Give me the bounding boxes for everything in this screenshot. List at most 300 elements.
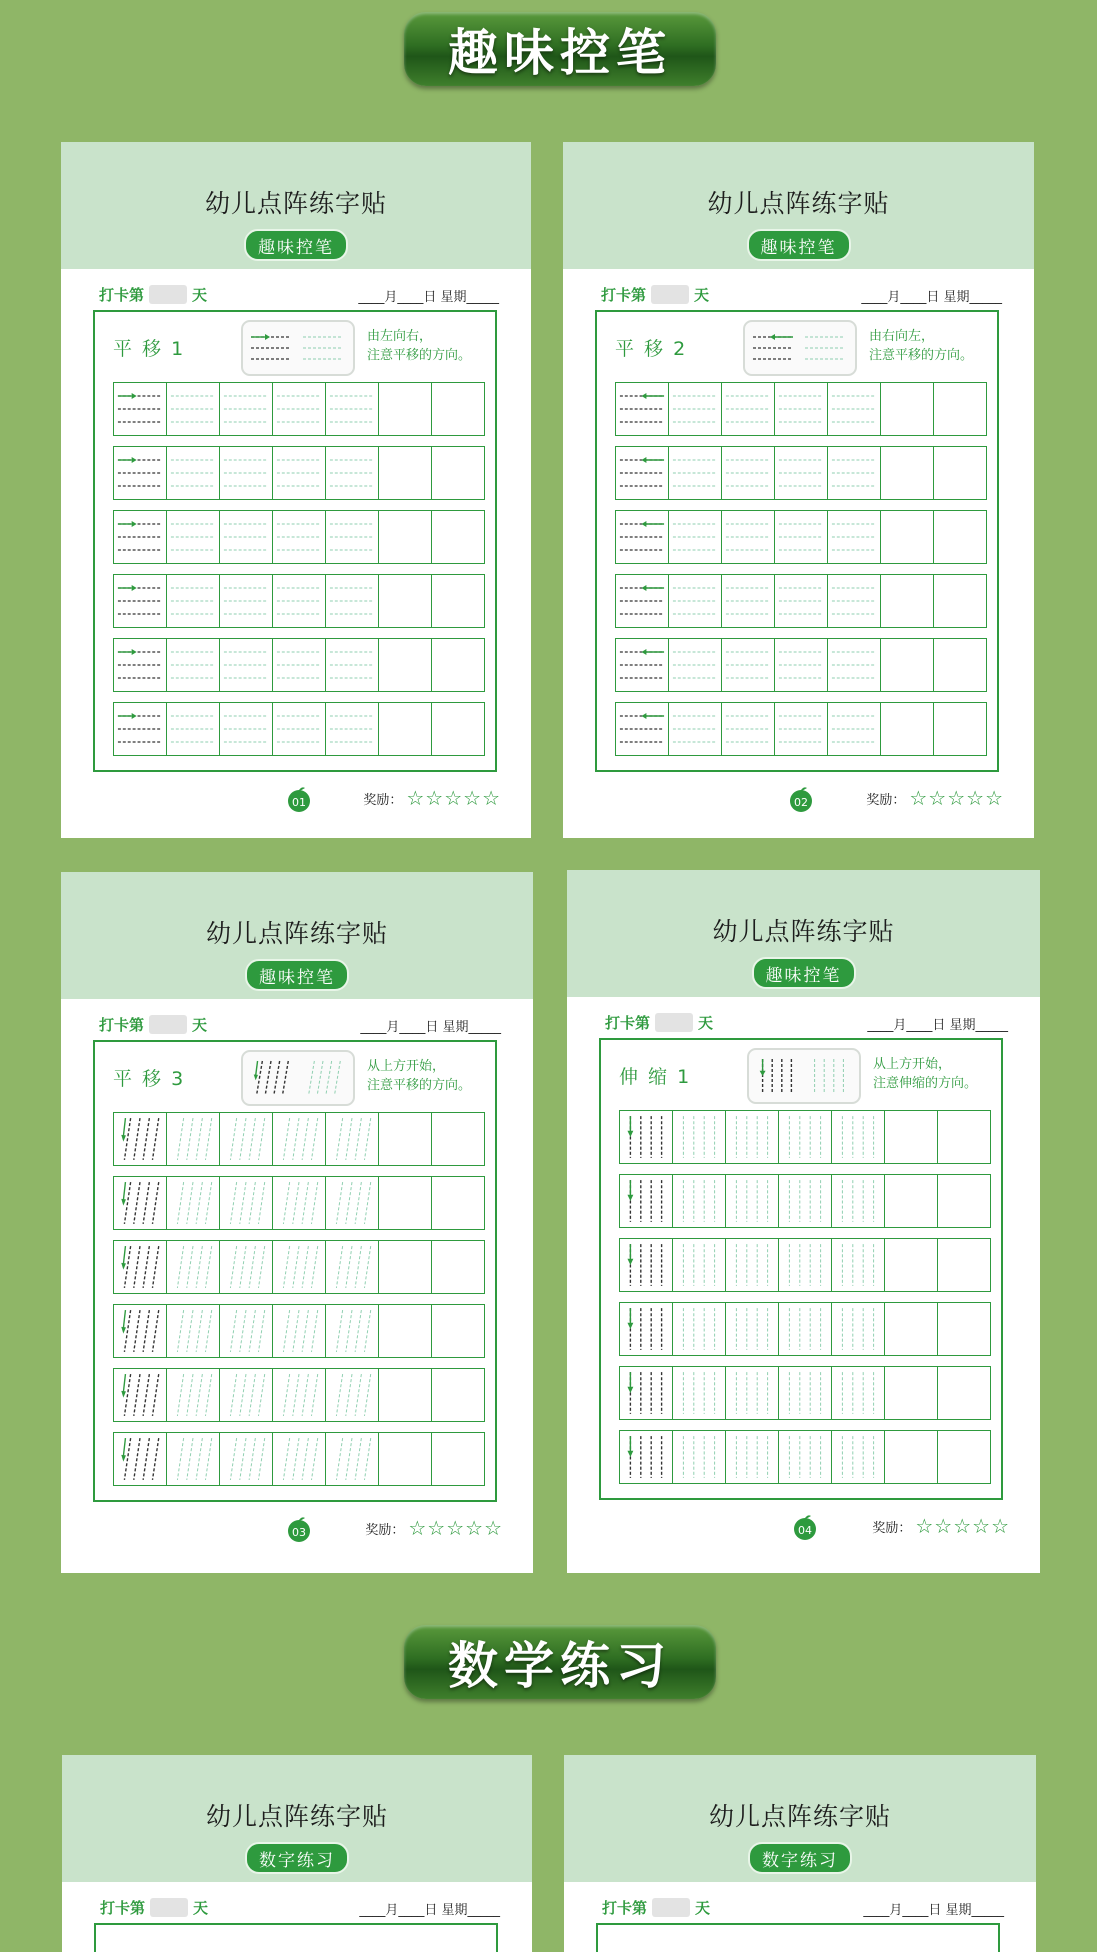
example-cell [114,703,167,755]
trace-cell[interactable] [220,511,273,563]
blank-cell[interactable] [432,447,484,499]
trace-cell[interactable] [832,1431,885,1483]
blank-cell[interactable] [379,383,432,435]
blank-cell[interactable] [881,383,934,435]
example-cell [616,575,669,627]
checkin-prefix: 打卡第 [601,286,647,304]
trace-cell[interactable] [673,1367,726,1419]
blank-cell[interactable] [938,1367,990,1419]
practice-row [615,510,987,564]
example-cell [114,575,167,627]
checkin-suffix: 天 [698,1014,714,1032]
checkin-label [602,1897,710,1918]
trace-cell[interactable] [220,639,273,691]
trace-cell[interactable] [220,1113,273,1165]
instruction-line-1: 从上方开始， [873,1057,952,1072]
trace-cell[interactable] [722,447,775,499]
sheet-title: 幼儿点阵练字贴 [707,189,890,218]
trace-cell[interactable] [828,703,881,755]
reward-row [872,1514,1010,1538]
section-banner-control-pen [404,12,716,86]
practice-grid [619,1110,991,1494]
trace-cell[interactable] [779,1431,832,1483]
practice-row [113,574,485,628]
blank-cell[interactable] [379,575,432,627]
trace-cell[interactable] [273,511,326,563]
blank-cell[interactable] [934,703,986,755]
worksheet-4 [567,870,1040,1573]
example-cell [114,511,167,563]
reward-stars[interactable]: ☆☆☆☆☆ [406,786,501,810]
instruction-line-2: 注意平移的方向。 [367,1078,472,1093]
section-banner-math [404,1625,716,1699]
demo-bold-stroke [749,326,797,370]
checkin-day-box[interactable] [149,1015,187,1034]
trace-cell[interactable] [273,1177,326,1229]
blank-cell[interactable] [881,639,934,691]
reward-stars[interactable]: ☆☆☆☆☆ [909,786,1004,810]
trace-cell[interactable] [167,1305,220,1357]
trace-cell[interactable] [220,1369,273,1421]
trace-cell[interactable] [167,447,220,499]
stroke-demo [241,1050,355,1106]
date-line: ____月____日 星期_____ [867,1018,1008,1033]
page-badge-apple-icon [788,786,814,812]
trace-cell[interactable] [220,447,273,499]
worksheet-1 [61,142,531,838]
demo-bold-stroke [247,1056,295,1100]
checkin-label [99,284,207,305]
instructions [367,327,487,365]
blank-cell[interactable] [885,1303,938,1355]
demo-bold-stroke [753,1054,801,1098]
page-badge-apple-icon [286,786,312,812]
blank-cell[interactable] [885,1111,938,1163]
demo-bold-stroke [247,326,295,370]
blank-cell[interactable] [885,1367,938,1419]
blank-cell[interactable] [379,1177,432,1229]
trace-cell[interactable] [669,511,722,563]
blank-cell[interactable] [432,383,484,435]
instruction-line-2: 注意伸缩的方向。 [873,1076,978,1091]
checkin-prefix: 打卡第 [99,1016,145,1034]
trace-cell[interactable] [828,511,881,563]
blank-cell[interactable] [432,1241,484,1293]
practice-row [615,382,987,436]
trace-cell[interactable] [167,1433,220,1485]
practice-grid [615,382,987,766]
practice-row [113,1432,485,1486]
checkin-prefix: 打卡第 [99,286,145,304]
example-cell [114,1241,167,1293]
trace-cell[interactable] [775,447,828,499]
blank-cell[interactable] [379,447,432,499]
blank-cell[interactable] [885,1431,938,1483]
banner-text: 数学练习 [448,1637,672,1695]
trace-cell[interactable] [828,639,881,691]
trace-cell[interactable] [669,447,722,499]
trace-cell[interactable] [669,703,722,755]
trace-cell[interactable] [673,1239,726,1291]
trace-cell[interactable] [726,1303,779,1355]
blank-cell[interactable] [379,1305,432,1357]
trace-cell[interactable] [167,1113,220,1165]
demo-trace-stroke [299,1056,347,1100]
practice-frame [599,1038,1003,1500]
practice-row [619,1302,991,1356]
example-cell [114,1177,167,1229]
trace-cell[interactable] [326,511,379,563]
page-number: 02 [794,796,808,809]
reward-label: 奖励： [365,1522,405,1538]
checkin-label [100,1897,208,1918]
blank-cell[interactable] [934,511,986,563]
trace-cell[interactable] [722,575,775,627]
trace-cell[interactable] [273,1369,326,1421]
instruction-line-1: 从上方开始， [367,1059,446,1074]
page-number: 04 [798,1524,812,1537]
trace-cell[interactable] [726,1175,779,1227]
trace-cell[interactable] [167,1369,220,1421]
trace-cell[interactable] [673,1303,726,1355]
trace-cell[interactable] [779,1303,832,1355]
worksheet-6 [564,1755,1036,1952]
instruction-line-2: 注意平移的方向。 [869,348,974,363]
practice-row [113,446,485,500]
checkin-day-box[interactable] [655,1013,693,1032]
checkin-suffix: 天 [694,286,710,304]
practice-row [615,702,987,756]
blank-cell[interactable] [432,703,484,755]
trace-cell[interactable] [722,383,775,435]
practice-frame [93,1040,497,1502]
practice-row [113,510,485,564]
trace-cell[interactable] [167,639,220,691]
trace-cell[interactable] [326,703,379,755]
trace-cell[interactable] [832,1239,885,1291]
example-cell [114,1433,167,1485]
blank-cell[interactable] [432,1113,484,1165]
lesson-title: 平 移 1 [113,338,186,360]
example-cell [620,1175,673,1227]
trace-cell[interactable] [832,1303,885,1355]
trace-cell[interactable] [326,1305,379,1357]
practice-row [615,574,987,628]
trace-cell[interactable] [273,447,326,499]
trace-cell[interactable] [722,511,775,563]
lesson-title: 平 移 3 [113,1068,186,1090]
reward-stars[interactable]: ☆☆☆☆☆ [408,1516,503,1540]
worksheet-5 [62,1755,532,1952]
sheet-title: 幼儿点阵练字贴 [205,1802,388,1831]
practice-row [113,382,485,436]
trace-cell[interactable] [273,703,326,755]
blank-cell[interactable] [881,575,934,627]
checkin-prefix: 打卡第 [100,1899,146,1917]
trace-cell[interactable] [220,1433,273,1485]
trace-cell[interactable] [726,1111,779,1163]
category-pill: 趣味控笔 [747,229,851,261]
trace-cell[interactable] [828,575,881,627]
checkin-prefix: 打卡第 [602,1899,648,1917]
trace-cell[interactable] [779,1111,832,1163]
page-badge-apple-icon [792,1514,818,1540]
trace-cell[interactable] [273,639,326,691]
date-line: ____月____日 星期_____ [863,1903,1004,1918]
blank-cell[interactable] [432,1433,484,1485]
blank-cell[interactable] [938,1431,990,1483]
example-cell [620,1431,673,1483]
blank-cell[interactable] [938,1239,990,1291]
example-cell [620,1303,673,1355]
practice-frame [94,1923,498,1952]
checkin-label [99,1014,207,1035]
practice-row [615,638,987,692]
blank-cell[interactable] [934,639,986,691]
blank-cell[interactable] [934,383,986,435]
reward-row [363,786,501,810]
page-number: 03 [292,1526,306,1539]
blank-cell[interactable] [934,575,986,627]
blank-cell[interactable] [379,1113,432,1165]
trace-cell[interactable] [832,1367,885,1419]
trace-cell[interactable] [828,447,881,499]
practice-row [615,446,987,500]
practice-row [619,1174,991,1228]
trace-cell[interactable] [673,1111,726,1163]
checkin-suffix: 天 [695,1899,711,1917]
instruction-line-2: 注意平移的方向。 [367,348,472,363]
trace-cell[interactable] [326,447,379,499]
blank-cell[interactable] [379,1433,432,1485]
trace-cell[interactable] [273,383,326,435]
date-line: ____月____日 星期_____ [358,290,499,305]
checkin-day-box[interactable] [149,285,187,304]
example-cell [616,639,669,691]
trace-cell[interactable] [167,575,220,627]
sheet-title: 幼儿点阵练字贴 [204,189,387,218]
practice-row [619,1366,991,1420]
trace-cell[interactable] [775,575,828,627]
page-badge-apple-icon [286,1516,312,1542]
trace-cell[interactable] [669,639,722,691]
practice-row [619,1110,991,1164]
blank-cell[interactable] [432,639,484,691]
blank-cell[interactable] [432,1177,484,1229]
example-cell [620,1111,673,1163]
category-pill: 数字练习 [748,1842,852,1874]
demo-trace-stroke [801,326,849,370]
sheet-title: 幼儿点阵练字贴 [712,917,895,946]
trace-cell[interactable] [828,383,881,435]
stroke-demo [747,1048,861,1104]
trace-cell[interactable] [273,1113,326,1165]
blank-cell[interactable] [881,511,934,563]
trace-cell[interactable] [273,1305,326,1357]
trace-cell[interactable] [673,1175,726,1227]
category-pill: 趣味控笔 [752,957,856,989]
practice-row [113,1368,485,1422]
practice-grid [113,382,485,766]
blank-cell[interactable] [379,703,432,755]
blank-cell[interactable] [379,639,432,691]
trace-cell[interactable] [775,383,828,435]
blank-cell[interactable] [432,1305,484,1357]
practice-row [113,638,485,692]
instructions [869,327,989,365]
trace-cell[interactable] [673,1431,726,1483]
trace-cell[interactable] [220,1241,273,1293]
lesson-title: 平 移 2 [615,338,688,360]
trace-cell[interactable] [832,1111,885,1163]
example-cell [114,639,167,691]
trace-cell[interactable] [775,703,828,755]
checkin-label [601,284,709,305]
example-cell [616,703,669,755]
example-cell [114,1305,167,1357]
example-cell [616,447,669,499]
reward-row [365,1516,503,1540]
trace-cell[interactable] [326,1433,379,1485]
category-pill: 趣味控笔 [244,229,348,261]
date-line: ____月____日 星期_____ [861,290,1002,305]
checkin-suffix: 天 [192,286,208,304]
trace-cell[interactable] [220,1305,273,1357]
practice-frame [93,310,497,772]
date-line: ____月____日 星期_____ [360,1020,501,1035]
blank-cell[interactable] [938,1303,990,1355]
sheet-title: 幼儿点阵练字贴 [205,919,388,948]
trace-cell[interactable] [726,1367,779,1419]
checkin-day-box[interactable] [651,285,689,304]
trace-cell[interactable] [326,1177,379,1229]
worksheet-3 [61,872,533,1573]
sheet-title: 幼儿点阵练字贴 [708,1802,891,1831]
instructions [367,1057,487,1095]
blank-cell[interactable] [881,447,934,499]
blank-cell[interactable] [432,1369,484,1421]
trace-cell[interactable] [167,703,220,755]
trace-cell[interactable] [775,511,828,563]
blank-cell[interactable] [885,1239,938,1291]
trace-cell[interactable] [779,1239,832,1291]
trace-cell[interactable] [220,575,273,627]
practice-frame [596,1923,1000,1952]
trace-cell[interactable] [779,1367,832,1419]
trace-cell[interactable] [326,383,379,435]
trace-cell[interactable] [273,1241,326,1293]
trace-cell[interactable] [722,639,775,691]
trace-cell[interactable] [779,1175,832,1227]
example-cell [114,1369,167,1421]
checkin-suffix: 天 [192,1016,208,1034]
trace-cell[interactable] [722,703,775,755]
practice-row [619,1430,991,1484]
checkin-day-box[interactable] [150,1898,188,1917]
blank-cell[interactable] [938,1175,990,1227]
practice-grid [113,1112,485,1496]
demo-trace-stroke [299,326,347,370]
reward-label: 奖励： [363,792,403,808]
demo-trace-stroke [805,1054,853,1098]
trace-cell[interactable] [220,703,273,755]
trace-cell[interactable] [326,639,379,691]
example-cell [616,511,669,563]
practice-row [113,702,485,756]
reward-stars[interactable]: ☆☆☆☆☆ [915,1514,1010,1538]
stroke-demo [743,320,857,376]
banner-text: 趣味控笔 [448,24,672,82]
checkin-prefix: 打卡第 [605,1014,651,1032]
trace-cell[interactable] [726,1239,779,1291]
trace-cell[interactable] [326,1241,379,1293]
trace-cell[interactable] [220,1177,273,1229]
example-cell [620,1239,673,1291]
example-cell [616,383,669,435]
practice-frame [595,310,999,772]
blank-cell[interactable] [938,1111,990,1163]
trace-cell[interactable] [273,1433,326,1485]
example-cell [114,447,167,499]
practice-row [619,1238,991,1292]
stroke-demo [241,320,355,376]
trace-cell[interactable] [273,575,326,627]
blank-cell[interactable] [881,703,934,755]
trace-cell[interactable] [326,575,379,627]
reward-label: 奖励： [866,792,906,808]
checkin-day-box[interactable] [652,1898,690,1917]
trace-cell[interactable] [167,511,220,563]
example-cell [114,1113,167,1165]
trace-cell[interactable] [832,1175,885,1227]
worksheet-2 [563,142,1034,838]
trace-cell[interactable] [775,639,828,691]
trace-cell[interactable] [167,1177,220,1229]
trace-cell[interactable] [669,383,722,435]
blank-cell[interactable] [432,575,484,627]
instructions [873,1055,993,1093]
reward-row [866,786,1004,810]
blank-cell[interactable] [379,1241,432,1293]
trace-cell[interactable] [669,575,722,627]
blank-cell[interactable] [885,1175,938,1227]
lesson-title: 伸 缩 1 [619,1066,692,1088]
blank-cell[interactable] [379,511,432,563]
trace-cell[interactable] [726,1431,779,1483]
trace-cell[interactable] [326,1369,379,1421]
practice-row [113,1240,485,1294]
practice-row [113,1112,485,1166]
blank-cell[interactable] [934,447,986,499]
trace-cell[interactable] [326,1113,379,1165]
reward-label: 奖励： [872,1520,912,1536]
blank-cell[interactable] [432,511,484,563]
trace-cell[interactable] [220,383,273,435]
page-number: 01 [292,796,306,809]
practice-row [113,1304,485,1358]
blank-cell[interactable] [379,1369,432,1421]
trace-cell[interactable] [167,1241,220,1293]
checkin-label [605,1012,713,1033]
date-line: ____月____日 星期_____ [359,1903,500,1918]
instruction-line-1: 由左向右， [367,329,433,344]
trace-cell[interactable] [167,383,220,435]
example-cell [620,1367,673,1419]
practice-row [113,1176,485,1230]
checkin-suffix: 天 [193,1899,209,1917]
category-pill: 数字练习 [245,1842,349,1874]
example-cell [114,383,167,435]
